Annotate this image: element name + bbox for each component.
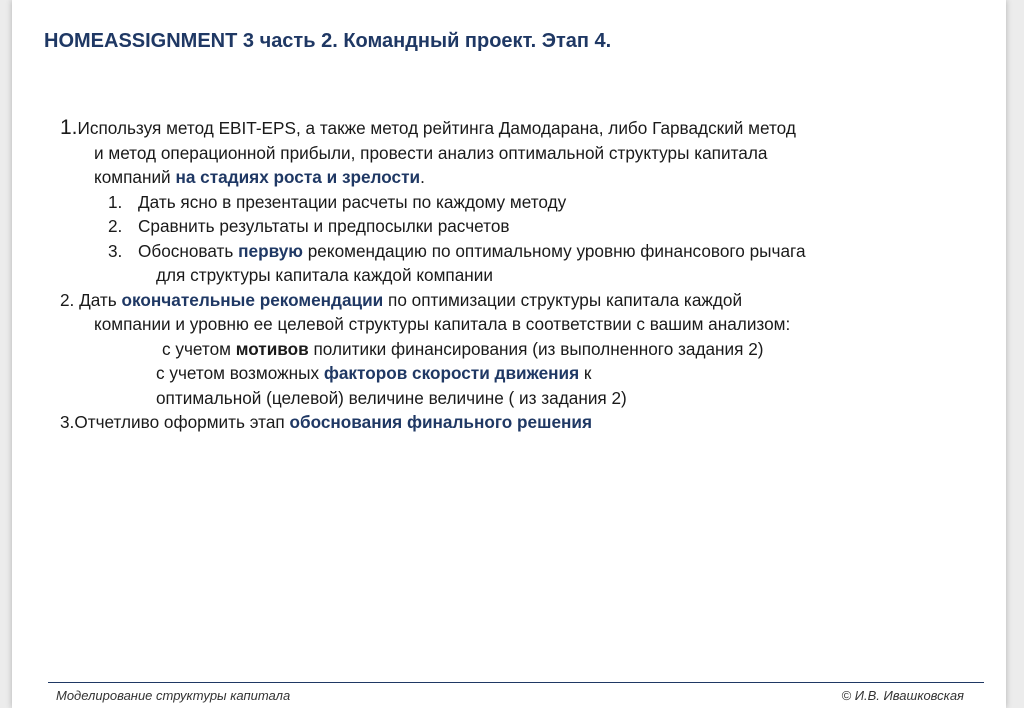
item2-line2: компании и уровню ее целевой структуры капитала в соответствии с вашим анализом:: [94, 314, 791, 334]
subitem-3-before: Обосновать: [138, 240, 239, 261]
item2-line1: [60, 288, 990, 313]
item2-emphasis: окончательные рекомендации: [121, 289, 384, 310]
footer-copyright: © И.В. Ивашковская: [841, 688, 964, 703]
item2-motives: [60, 337, 990, 362]
footer-course-title: Моделирование структуры капитала: [56, 688, 291, 703]
item2-factors-line2: оптимальной (целевой) величине величине ( из задания 2): [156, 387, 627, 408]
subitem-2-text: Сравнить результаты и предпосылки расчетов: [138, 216, 510, 236]
subitem-3: [60, 239, 990, 264]
item1-emphasis: на стадиях роста и зрелости: [175, 167, 421, 187]
subitem-3-continuation: для структуры капитала каждой компании: [156, 265, 493, 285]
factors-emphasis: факторов скорости движения: [323, 363, 580, 383]
motives-before: с учетом: [162, 338, 236, 359]
item1-line3: [60, 165, 990, 190]
subitem-3-after: рекомендацию по оптимальному уровню финансового рычага: [302, 240, 806, 261]
item2-factors: [60, 361, 990, 386]
item1-line3-end: .: [420, 167, 425, 187]
item3-emphasis: обоснования финального решения: [289, 412, 592, 432]
item3-before: 3.Отчетливо оформить этап: [60, 412, 290, 432]
subitem-3-number: 3.: [108, 240, 123, 261]
item2-after: по оптимизации структуры капитала каждой: [383, 289, 743, 310]
subitem-1-number: 1.: [108, 191, 123, 212]
slide-body: [60, 116, 990, 435]
factors-before: с учетом возможных: [156, 363, 324, 383]
item1-text-line1: Используя метод EBIT-EPS, а также метод рейтинга Дамодарана, либо Гарвадский метод: [77, 118, 796, 138]
subitem-3-emphasis: первую: [238, 240, 303, 261]
item1-line3-text: компаний: [94, 167, 176, 187]
item1-number: 1.: [60, 116, 78, 139]
subitem-1-text: Дать ясно в презентации расчеты по каждому методу: [138, 191, 567, 212]
slide-title: HOMEASSIGNMENT 3 часть 2. Командный проект. Этап 4.: [44, 30, 612, 52]
item1-line2: и метод операционной прибыли, провести анализ оптимальной структуры капитала: [94, 142, 768, 163]
item2-before: 2. Дать: [60, 289, 122, 310]
subitem-2: [60, 214, 990, 239]
subitem-2-number: 2.: [108, 216, 123, 236]
slide: [12, 0, 1006, 708]
item1-line1: [60, 116, 990, 141]
factors-after: к: [579, 363, 592, 383]
motives-emphasis: мотивов: [235, 338, 309, 359]
footer-divider: [48, 682, 984, 683]
subitem-1: [60, 190, 990, 215]
motives-after: политики финансирования (из выполненного задания 2): [308, 338, 764, 359]
item3-line: [60, 410, 990, 435]
